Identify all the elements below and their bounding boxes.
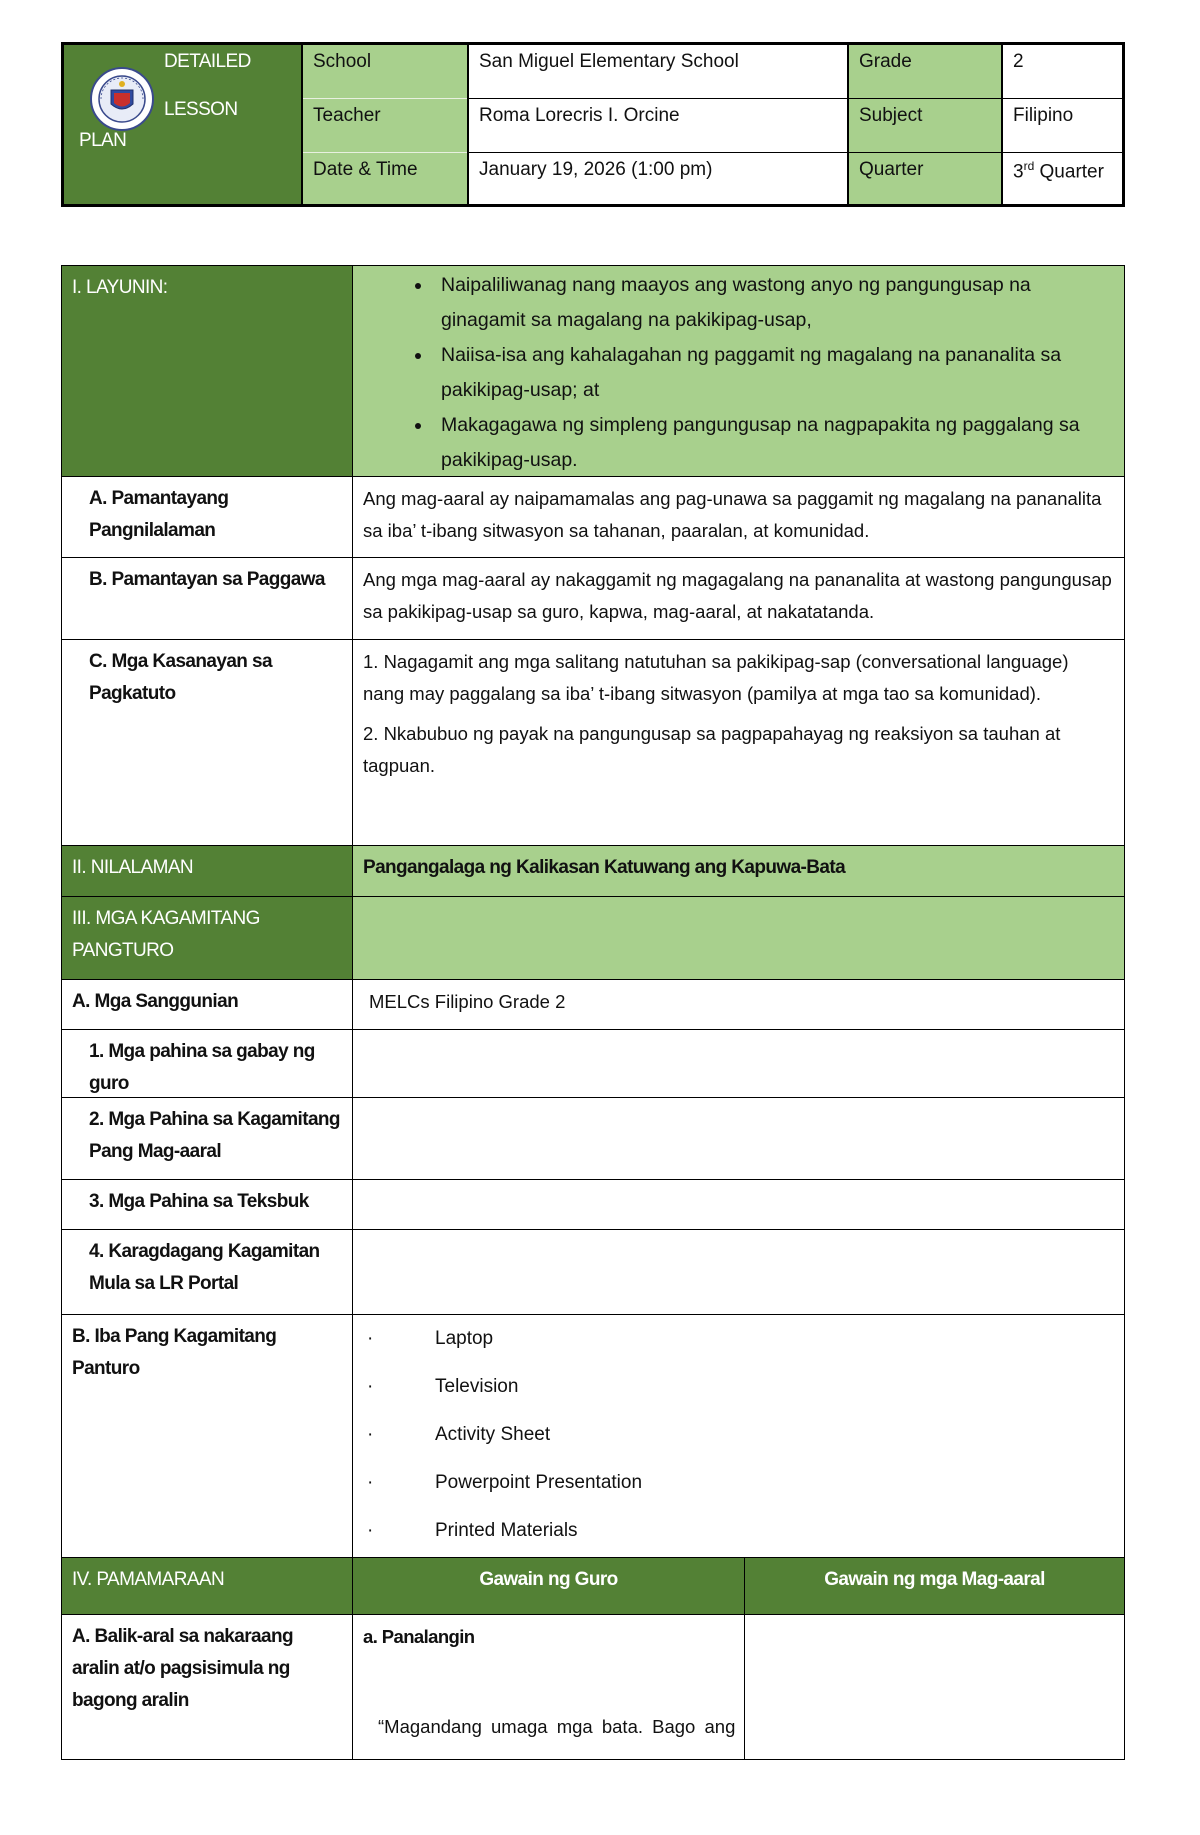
quarter-value (1003, 153, 1122, 204)
hdr-divider (467, 98, 1122, 99)
balik-aral-label: A. Balik-aral sa nakaraang aralin at/o pagsisimula ng bagong aralin (62, 1615, 353, 1759)
list-item (363, 1507, 1114, 1555)
col-guro-header: Gawain ng Guro (353, 1558, 745, 1614)
pamantayan-sa-paggawa-text: Ang mga mag-aaral ay nakaggamit ng magagalang na pananalita at wastong pangungusap sa pakikipag-usap sa guro, kapwa, mag-aaral, at nakatatanda. (363, 569, 1112, 622)
school-label: School (303, 45, 467, 99)
teksbuk-label: 3. Mga Pahina sa Teksbuk (62, 1180, 353, 1229)
teksbuk-row (61, 1180, 1125, 1230)
material-label: Printed Materials (435, 1520, 578, 1541)
hdr-divider (467, 152, 1122, 153)
layunin-list (363, 268, 1114, 478)
balik-aral-row (61, 1615, 1125, 1760)
gabay-guro-cell (353, 1030, 1124, 1097)
lr-portal-row (61, 1230, 1125, 1315)
list-item: • Makagagawa ng simpleng pangungusap na nagpapakita ng paggalang sa pakikipag-usap. (433, 408, 1114, 478)
list-item: • Naipaliliwanag nang maayos ang wastong anyo ng pangungusap na ginagamit sa magalang na pakikipag-usap, (433, 268, 1114, 338)
material-label: Powerpoint Presentation (435, 1472, 643, 1493)
bullet-icon: · (367, 1376, 374, 1397)
list-item (363, 1459, 1114, 1507)
kagamitang-mag-aaral-row (61, 1098, 1125, 1180)
header-table (61, 42, 1125, 207)
nilalaman-label: II. NILALAMAN (62, 846, 353, 896)
kasanayan-label: C. Mga Kasanayan sa Pagkatuto (62, 640, 353, 845)
bullet-icon: · (367, 1424, 374, 1445)
list-item (363, 1315, 1114, 1363)
date-time-value: January 19, 2026 (1:00 pm) (479, 159, 713, 180)
header-title-line2: LESSON (164, 99, 238, 120)
header-title-line1: DETAILED (164, 51, 251, 72)
kagamitang-mag-aaral-cell (353, 1098, 1124, 1179)
grade-label: Grade (849, 45, 1001, 99)
iba-pang-kagamitan-row (61, 1315, 1125, 1558)
panalangin-heading: a. Panalangin (363, 1626, 475, 1647)
layunin-content (353, 266, 1124, 476)
nilalaman-text: Pangangalaga ng Kalikasan Katuwang ang Kapuwa-Bata (363, 857, 846, 878)
list-item: • Naiisa-isa ang kahalagahan ng paggamit ng magalang na pananalita sa pakikipag-usap; at (433, 338, 1114, 408)
sanggunian-text: MELCs Filipino Grade 2 (369, 991, 566, 1012)
pamantayan-sa-paggawa-label: B. Pamantayan sa Paggawa (62, 558, 353, 639)
date-time-label: Date & Time (303, 153, 467, 204)
subject-value: Filipino (1013, 105, 1074, 126)
nilalaman-row (61, 846, 1125, 897)
bullet-icon: · (367, 1328, 374, 1349)
list-item (363, 1411, 1114, 1459)
bullet-icon: · (367, 1520, 374, 1541)
guro-activity-cell (353, 1615, 745, 1759)
pamantayang-pangnilalaman-label: A. Pamantayang Pangnilalaman (62, 477, 353, 557)
teacher-value: Roma Lorecris I. Orcine (479, 105, 680, 126)
pamantayan-sa-paggawa-row (61, 558, 1125, 640)
iba-pang-kagamitan-label: B. Iba Pang Kagamitang Panturo (62, 1315, 353, 1557)
hdr-divider (301, 45, 303, 204)
hdr-divider (847, 45, 849, 204)
kagamitan-row (61, 897, 1125, 980)
sanggunian-row (61, 980, 1125, 1030)
lr-portal-cell (353, 1230, 1124, 1314)
quarter-num: 3 (1013, 161, 1024, 183)
layunin-label: I. LAYUNIN: (62, 266, 353, 476)
material-label: Activity Sheet (435, 1424, 551, 1445)
gabay-guro-row (61, 1030, 1125, 1098)
teksbuk-cell (353, 1180, 1124, 1229)
hdr-divider (467, 45, 469, 204)
quarter-sup: rd (1023, 159, 1035, 173)
pamantayang-pangnilalaman-row (61, 477, 1125, 558)
teacher-quote: “Magandang umaga mga bata. Bago ang (378, 1716, 736, 1737)
kagamitang-mag-aaral-label: 2. Mga Pahina sa Kagamitang Pang Mag-aaral (62, 1098, 353, 1179)
bullet-icon: · (367, 1472, 374, 1493)
pamamaraan-label: IV. PAMAMARAAN (62, 1558, 353, 1614)
quarter-label: Quarter (849, 153, 1001, 204)
kagamitan-empty-cell (353, 897, 1124, 979)
kagamitan-label: III. MGA KAGAMITANG PANGTURO (62, 897, 353, 979)
material-label: Television (435, 1376, 519, 1397)
lr-portal-label: 4. Karagdagang Kagamitan Mula sa LR Portal (62, 1230, 353, 1314)
subject-label: Subject (849, 99, 1001, 153)
sanggunian-label: A. Mga Sanggunian (62, 980, 353, 1029)
grade-value: 2 (1013, 51, 1024, 72)
layunin-row (61, 265, 1125, 477)
teacher-label: Teacher (303, 99, 467, 153)
materials-list (353, 1315, 1124, 1557)
pamantayang-pangnilalaman-text: Ang mag-aaral ay naipamamalas ang pag-unawa sa paggamit ng magalang na pananalita sa iba’ t-ibang sitwasyon sa tahanan, paaralan, at komunidad. (363, 488, 1102, 541)
kasanayan-item: 1. Nagagamit ang mga salitang natutuhan sa pakikipag-sap (conversational language) nang may paggalang sa iba’ t-ibang sitwasyon (pamilya at mga tao sa komunidad). (363, 651, 1069, 704)
kasanayan-content (353, 640, 1124, 845)
gabay-guro-label: 1. Mga pahina sa gabay ng guro (62, 1030, 353, 1097)
kasanayan-row (61, 640, 1125, 846)
school-value: San Miguel Elementary School (479, 51, 739, 72)
kasanayan-item: 2. Nkabubuo ng payak na pangungusap sa pagpapahayag ng reaksiyon sa tauhan at tagpuan. (363, 723, 1061, 776)
col-magaaral-header: Gawain ng mga Mag-aaral (824, 1569, 1045, 1590)
magaaral-activity-cell (745, 1615, 1124, 1759)
lesson-plan-table (61, 265, 1125, 1760)
hdr-divider (303, 152, 467, 153)
hdr-divider (1001, 45, 1003, 204)
material-label: Laptop (435, 1328, 494, 1349)
list-item (363, 1363, 1114, 1411)
quarter-word: Quarter (1034, 161, 1104, 183)
deped-seal-icon (89, 66, 155, 132)
pamamaraan-header-row (61, 1558, 1125, 1615)
header-title-cell (64, 45, 301, 204)
header-title-line3: PLAN (79, 130, 127, 151)
hdr-divider (303, 98, 467, 99)
